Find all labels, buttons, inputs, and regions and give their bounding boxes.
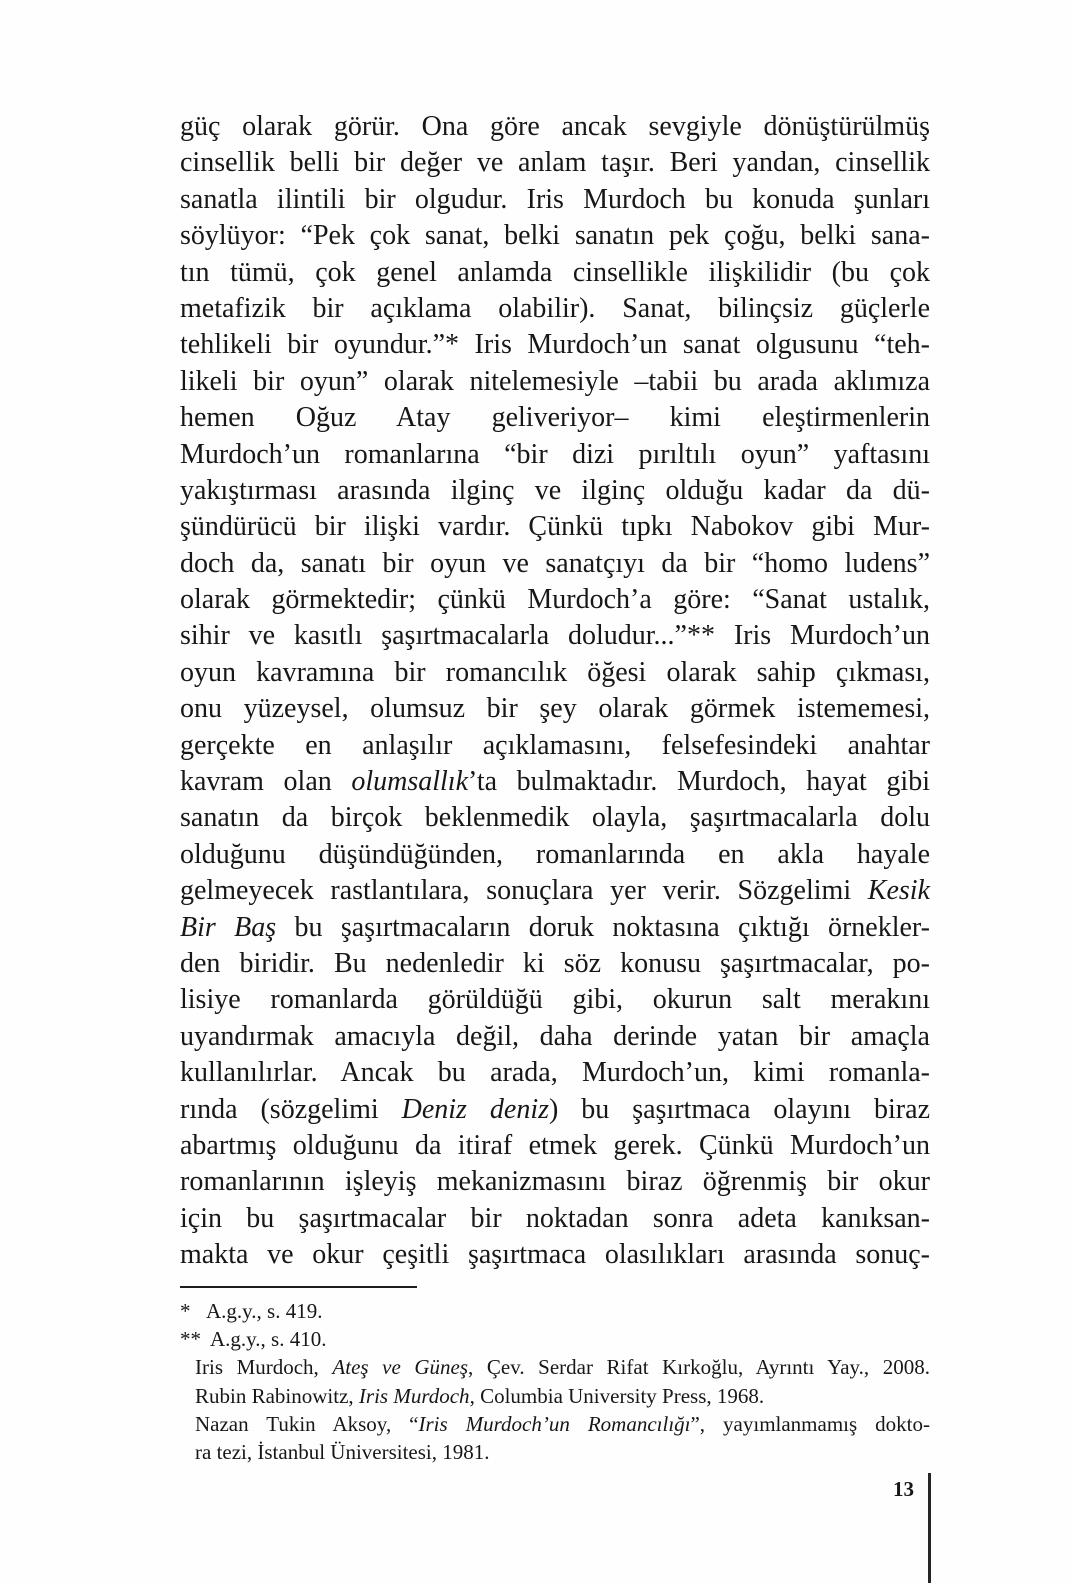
text-segment: ra tezi, İstanbul Üniversitesi, 1981. <box>195 1439 490 1464</box>
footnote-line <box>180 1382 930 1410</box>
footnote-marker: * <box>180 1299 191 1323</box>
italic-title-segment: Ateş ve Güneş <box>332 1355 469 1380</box>
footnote-line <box>180 1438 930 1466</box>
body-line <box>180 182 930 218</box>
line-content <box>180 1237 930 1273</box>
text-segment: den biridir. Bu nedenledir ki söz konusu şaşırtmacalar, po- <box>180 947 930 979</box>
text-segment: abartmış olduğunu da itiraf etmek gerek. Çünkü Murdoch’un <box>180 1129 930 1161</box>
line-content <box>180 873 930 909</box>
italic-title-segment: Iris Murdoch’un Romancılığı <box>418 1411 691 1436</box>
body-line <box>180 1019 930 1055</box>
line-content <box>195 1382 764 1410</box>
line-content <box>180 218 930 254</box>
line-content <box>180 837 930 873</box>
body-line <box>180 618 930 654</box>
body-line <box>180 145 930 181</box>
text-segment: ”, yayımlanmamış dokto- <box>690 1411 930 1436</box>
text-segment: lisiye romanlarda görüldüğü gibi, okurun salt merakını <box>180 984 930 1016</box>
body-line <box>180 837 930 873</box>
text-segment: ) bu şaşırtmaca olayını biraz <box>549 1093 930 1125</box>
italic-title-segment: Bir Baş <box>180 911 277 943</box>
line-content <box>195 1353 930 1381</box>
page-number: 13 <box>893 1477 914 1501</box>
footnote-line <box>180 1297 930 1325</box>
text-segment: kavram olan <box>180 766 352 798</box>
text-segment: kullanılırlar. Ancak bu arada, Murdoch’un, kimi romanla- <box>180 1057 930 1089</box>
body-line <box>180 910 930 946</box>
text-segment: sanatla ilintili bir olgudur. Iris Murdoch bu konuda şunları <box>180 183 930 215</box>
italic-title-segment: Kesik <box>867 875 930 907</box>
line-content <box>180 982 930 1018</box>
text-segment: olduğunu düşündüğünden, romanlarında en akla hayale <box>180 838 930 870</box>
line-content <box>180 1164 930 1200</box>
text-segment: , Çev. Serdar Rifat Kırkoğlu, Ayrıntı Yay., 2008. <box>468 1355 931 1380</box>
line-content <box>206 1297 322 1325</box>
line-content <box>180 946 930 982</box>
body-line <box>180 1128 930 1164</box>
text-segment: Iris Murdoch, <box>195 1355 333 1380</box>
page-edge-bar <box>928 1473 931 1583</box>
body-line <box>180 473 930 509</box>
text-segment: sanatın da birçok beklenmedik olayla, şaşırtmacalarla dolu <box>180 802 930 834</box>
line-content <box>195 1438 490 1466</box>
line-content <box>180 255 930 291</box>
body-line <box>180 728 930 764</box>
text-segment: yakıştırması arasında ilginç ve ilginç olduğu kadar da dü- <box>180 474 930 506</box>
footnotes-block <box>180 1297 930 1466</box>
body-line <box>180 437 930 473</box>
body-line <box>180 982 930 1018</box>
body-line <box>180 327 930 363</box>
text-segment: likeli bir oyun” olarak nitelemesiyle –tabii bu arada aklımıza <box>180 365 930 397</box>
text-segment: makta ve okur çeşitli şaşırtmaca olasılıkları arasında sonuç- <box>180 1239 930 1271</box>
body-line <box>180 946 930 982</box>
body-line <box>180 509 930 545</box>
text-segment: , Columbia University Press, 1968. <box>469 1383 765 1408</box>
text-segment: gerçekte en anlaşılır açıklamasını, felsefesindeki anahtar <box>180 729 930 761</box>
body-text-block <box>180 109 930 1274</box>
body-line <box>180 1164 930 1200</box>
line-content <box>180 400 930 436</box>
body-line <box>180 546 930 582</box>
line-content <box>180 582 930 618</box>
line-content <box>180 800 930 836</box>
italic-title-segment: Deniz deniz <box>401 1093 549 1125</box>
text-segment: uyandırmak amacıyla değil, daha derinde yatan bir amaçla <box>180 1020 930 1052</box>
text-segment: cinsellik belli bir değer ve anlam taşır. Beri yandan, cinsellik <box>180 147 930 179</box>
text-segment: şündürücü bir ilişki vardır. Çünkü tıpkı Nabokov gibi Mur- <box>180 511 930 543</box>
text-segment: tehlikeli bir oyundur.”* Iris Murdoch’un sanat olgusunu “teh- <box>180 329 930 361</box>
body-line <box>180 655 930 691</box>
line-content <box>180 618 930 654</box>
text-segment: oyun kavramına bir romancılık öğesi olarak sahip çıkması, <box>180 656 930 688</box>
text-segment: Nazan Tukin Aksoy, “ <box>195 1411 419 1436</box>
body-line <box>180 800 930 836</box>
text-segment: tın tümü, çok genel anlamda cinsellikle ilişkilidir (bu çok <box>180 256 930 288</box>
italic-title-segment: olumsallık <box>351 766 469 798</box>
footnote-marker: ** <box>180 1327 201 1352</box>
line-content <box>180 764 930 800</box>
body-line <box>180 1092 930 1128</box>
text-segment: A.g.y., s. 410. <box>210 1327 327 1352</box>
text-segment: Murdoch’un romanlarına “bir dizi pırıltılı oyun” yaftasını <box>180 438 930 470</box>
line-content <box>180 691 930 727</box>
body-line <box>180 255 930 291</box>
text-segment: metafizik bir açıklama olabilir). Sanat, bilinçsiz güçlerle <box>180 292 930 324</box>
footnote-line <box>180 1410 930 1438</box>
body-line <box>180 582 930 618</box>
footnote-line <box>180 1325 930 1353</box>
body-line <box>180 1237 930 1273</box>
text-segment: olarak görmektedir; çünkü Murdoch’a göre: “Sanat ustalık, <box>180 584 930 616</box>
body-line <box>180 218 930 254</box>
text-segment: rında (sözgelimi <box>180 1093 402 1125</box>
line-content <box>180 473 930 509</box>
body-line <box>180 873 930 909</box>
body-line <box>180 109 930 145</box>
text-segment: ’ta bulmaktadır. Murdoch, hayat gibi <box>468 766 930 798</box>
line-content <box>180 327 930 363</box>
footnote-line <box>180 1353 930 1381</box>
body-line <box>180 364 930 400</box>
text-segment: sihir ve kasıtlı şaşırtmacalarla doludur...”** Iris Murdoch’un <box>180 620 930 652</box>
line-content <box>180 910 930 946</box>
line-content <box>180 291 930 327</box>
footnote-separator <box>180 1286 417 1288</box>
body-line <box>180 291 930 327</box>
line-content <box>195 1410 930 1438</box>
line-content <box>180 655 930 691</box>
text-segment: doch da, sanatı bir oyun ve sanatçıyı da bir “homo ludens” <box>180 547 930 579</box>
text-segment: onu yüzeysel, olumsuz bir şey olarak görmek istememesi, <box>180 693 930 725</box>
text-segment: güç olarak görür. Ona göre ancak sevgiyle dönüştürülmüş <box>180 111 930 142</box>
body-line <box>180 1201 930 1237</box>
body-line <box>180 1055 930 1091</box>
line-content <box>180 364 930 400</box>
body-line <box>180 400 930 436</box>
body-line <box>180 691 930 727</box>
body-line <box>180 764 930 800</box>
line-content <box>180 182 930 218</box>
line-content <box>180 1019 930 1055</box>
line-content <box>180 1092 930 1128</box>
line-content <box>210 1325 326 1353</box>
line-content <box>180 1128 930 1164</box>
line-content <box>180 1055 930 1091</box>
text-segment: için bu şaşırtmacalar bir noktadan sonra adeta kanıksan- <box>180 1202 930 1234</box>
line-content <box>180 437 930 473</box>
line-content <box>180 546 930 582</box>
line-content <box>180 1201 930 1237</box>
text-segment: A.g.y., s. 419. <box>206 1299 323 1323</box>
line-content <box>180 509 930 545</box>
text-segment: hemen Oğuz Atay geliveriyor– kimi eleştirmenlerin <box>180 402 930 434</box>
line-content <box>180 145 930 181</box>
text-segment: romanlarının işleyiş mekanizmasını biraz öğrenmiş bir okur <box>180 1166 930 1198</box>
line-content <box>180 728 930 764</box>
text-segment: gelmeyecek rastlantılara, sonuçlara yer verir. Sözgelimi <box>180 875 868 907</box>
text-segment: Rubin Rabinowitz, <box>195 1383 359 1408</box>
text-segment: söylüyor: “Pek çok sanat, belki sanatın pek çoğu, belki sana- <box>180 220 930 252</box>
text-segment: bu şaşırtmacaların doruk noktasına çıktığı örnekler- <box>276 911 930 943</box>
line-content <box>180 109 930 145</box>
italic-title-segment: Iris Murdoch <box>358 1383 470 1408</box>
